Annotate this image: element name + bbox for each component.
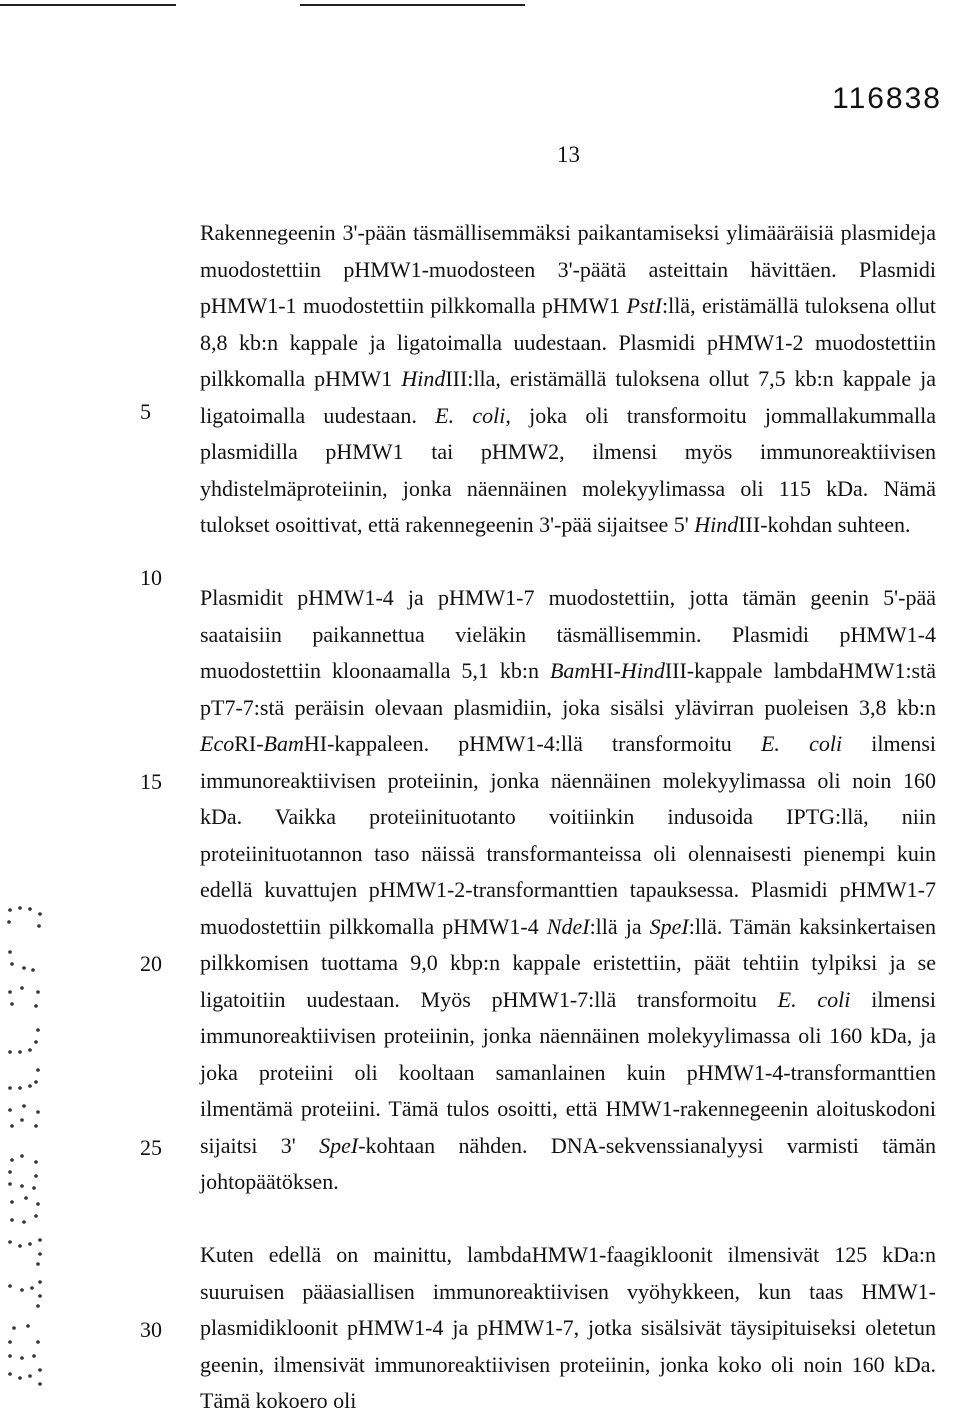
- body-text: [200, 215, 936, 1420]
- italic-term: Bam: [263, 731, 304, 756]
- text-run: , joka oli transformoitu jommallakummalla plasmidilla pHMW1 tai pHMW2, ilmensi myös immunoreaktiivisen yhdistelmäproteiinin, jonka näennäinen molekyylimassa oli 115 kDa. Nämä tulokset osoittivat, että rakennegeenin 3'-pää sijaitsee 5': [200, 402, 936, 537]
- line-number-30: 30: [140, 1317, 162, 1342]
- text-run: Rakennegeenin 3'-pään täsmällisemmäksi paikantamiseksi ylimääräisiä plasmideja muodostettiin pHMW1-muodosteen 3'-päätä asteittain hävittäen. Plasmidi pHMW1-1 muodostettiin pilkkomalla pHMW1: [200, 220, 936, 318]
- italic-term: Hind: [694, 512, 739, 537]
- paragraph: [200, 1237, 936, 1420]
- top-rule-right: [300, 4, 525, 6]
- italic-term: NdeI: [546, 913, 590, 939]
- italic-term: E. coli: [777, 986, 851, 1012]
- italic-term: SpeI: [649, 913, 689, 939]
- binding-dot-marks: [0, 900, 60, 1390]
- text-run: :llä. Tämän kaksinkertaisen pilkkomisen tuottama 9,0 kbp:n kappale eristettiin, päät tehtiin tylpiksi ja se ligatoitiin uudestaan. Myös pHMW1-7:llä transformoitu: [200, 913, 936, 1012]
- text-run: ilmensi immunoreaktiivisen proteiinin, jonka näennäinen molekyylimassa oli 160 kDa, ja joka proteiini oli kooltaan samanlainen kuin pHMW1-4-transformanttien ilmentämä proteiini. Tämä tulos osoitti, että HMW1-rakennegeenin aloituskodoni sijaitsi 3': [200, 986, 936, 1158]
- italic-term: E. coli: [435, 402, 506, 428]
- line-number-20: 20: [140, 951, 162, 976]
- text-run: III-kappale lambdaHMW1:stä pT7-7:stä peräisin olevaan plasmidiin, joka sisälsi ylävirran puoleisen 3,8 kb:n: [200, 658, 936, 720]
- document-number: 116838: [832, 82, 942, 115]
- italic-term: Hind: [620, 658, 665, 683]
- line-number-25: 25: [140, 1135, 162, 1160]
- line-number-5: 5: [140, 399, 151, 424]
- top-rule-left: [0, 4, 176, 6]
- text-run: :llä, eristämällä tuloksena ollut 8,8 kb:n kappale ja ligatoimalla uudestaan. Plasmidi pHMW1-2 muodostettiin pilkkomalla pHMW1: [200, 293, 936, 391]
- text-run: HI-kappaleen. pHMW1-4:llä transformoitu: [303, 731, 761, 756]
- paragraph: [200, 215, 936, 544]
- line-number-10: 10: [140, 565, 162, 590]
- text-run: Kuten edellä on mainittu, lambdaHMW1-faagikloonit ilmensivät 125 kDa:n suuruisen pääasiallisen immunoreaktiivisen vyöhykkeen, kun taas HMW1-plasmidikloonit pHMW1-4 ja pHMW1-7, jotka sisälsivät täysipituiseksi oletetun geenin, ilmensivät immunoreaktiivisen proteiinin, jonka koko oli noin 160 kDa. Tämä kokoero oli: [200, 1242, 936, 1413]
- italic-term: Hind: [401, 366, 446, 391]
- text-run: III-kohdan suhteen.: [738, 512, 911, 537]
- italic-term: Bam: [549, 658, 591, 683]
- paragraph: [200, 580, 936, 1201]
- italic-term: SpeI: [319, 1132, 359, 1158]
- italic-term: PstI: [626, 293, 662, 318]
- text-run: Plasmidit pHMW1-4 ja pHMW1-7 muodostettiin, jotta tämän geenin 5'-pää saataisiin paikannettua vieläkin täsmällisemmin. Plasmidi pHMW1-4 muodostettiin kloonaamalla 5,1 kb:n: [200, 585, 936, 683]
- italic-term: E. coli: [760, 731, 843, 756]
- text-run: HI-: [590, 658, 621, 683]
- text-run: ilmensi immunoreaktiivisen proteiinin, jonka näennäinen molekyylimassa oli noin 160 kDa. Vaikka proteiinituotanto voitiinkin indusoida IPTG:llä, niin proteiinituotannon taso näissä transformanteissa oli olennaisesti pienempi kuin edellä kuvattujen pHMW1-2-transformanttien tapauksessa. Plasmidi pHMW1-7 muodostettiin pilkkomalla pHMW1-4: [200, 731, 937, 939]
- text-run: :llä ja: [589, 913, 650, 939]
- text-run: RI-: [234, 731, 264, 756]
- line-number-15: 15: [140, 769, 162, 794]
- text-run: III:lla, eristämällä tuloksena ollut 7,5 kb:n kappale ja ligatoimalla uudestaan.: [200, 366, 937, 428]
- italic-term: Eco: [200, 731, 235, 756]
- page-number: 13: [557, 142, 580, 167]
- text-run: -kohtaan nähden. DNA-sekvenssianalyysi varmisti tämän johtopäätöksen.: [200, 1132, 937, 1194]
